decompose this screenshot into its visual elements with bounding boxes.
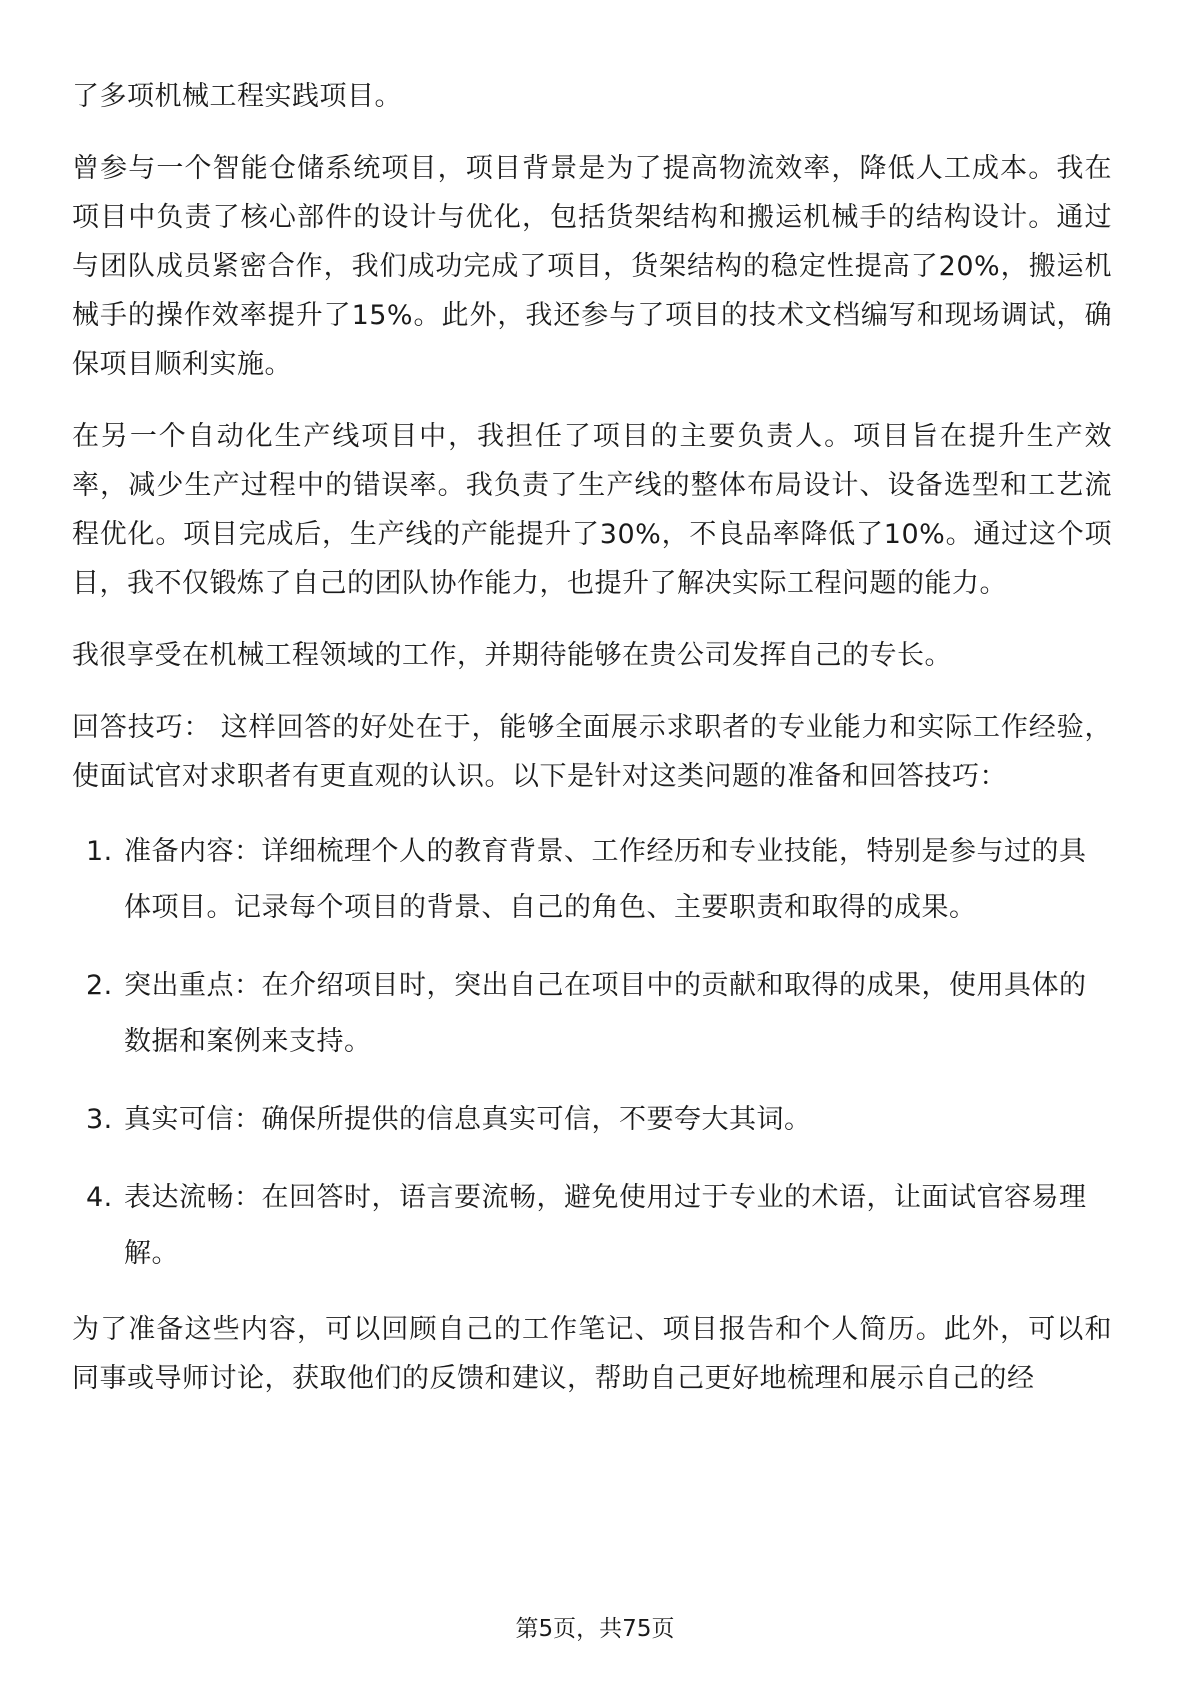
- list-item-number: 3.: [86, 1104, 113, 1135]
- paragraph: 了多项机械工程实践项目。: [72, 81, 402, 112]
- tips-list: [72, 824, 1112, 1282]
- page-content: [72, 72, 1112, 1403]
- paragraph: 在另一个自动化生产线项目中，我担任了项目的主要负责人。项目旨在提升生产效率，减少生产过程中的错误率。我负责了生产线的整体布局设计、设备选型和工艺流程优化。项目完成后，生产线的产能提升了30%，不良品率降低了10%。通过这个项目，我不仅锻炼了自己的团队协作能力，也提升了解决实际工程问题的能力。: [72, 421, 1112, 599]
- list-item-number: 4.: [86, 1182, 113, 1213]
- list-item-text: 突出重点：在介绍项目时，突出自己在项目中的贡献和取得的成果，使用具体的数据和案例来支持。: [124, 970, 1087, 1057]
- list-item-number: 2.: [86, 970, 113, 1001]
- paragraph: 曾参与一个智能仓储系统项目，项目背景是为了提高物流效率，降低人工成本。我在项目中负责了核心部件的设计与优化，包括货架结构和搬运机械手的结构设计。通过与团队成员紧密合作，我们成功完成了项目，货架结构的稳定性提高了20%，搬运机械手的操作效率提升了15%。此外，我还参与了项目的技术文档编写和现场调试，确保项目顺利实施。: [72, 153, 1112, 380]
- paragraph: 我很享受在机械工程领域的工作，并期待能够在贵公司发挥自己的专长。: [72, 640, 952, 671]
- list-item-text: 表达流畅：在回答时，语言要流畅，避免使用过于专业的术语，让面试官容易理解。: [124, 1182, 1087, 1269]
- list-item: [72, 1092, 1112, 1148]
- tips-intro-paragraph: 回答技巧： 这样回答的好处在于，能够全面展示求职者的专业能力和实际工作经验，使面试官对求职者有更直观的认识。以下是针对这类问题的准备和回答技巧：: [72, 712, 1112, 792]
- page-number-footer: 第5页，共75页: [515, 1616, 675, 1642]
- list-item: [72, 958, 1112, 1070]
- list-item-number: 1.: [86, 836, 113, 867]
- list-item-text: 准备内容：详细梳理个人的教育背景、工作经历和专业技能，特别是参与过的具体项目。记录每个项目的背景、自己的角色、主要职责和取得的成果。: [124, 836, 1087, 923]
- paragraph: 为了准备这些内容，可以回顾自己的工作笔记、项目报告和个人简历。此外，可以和同事或导师讨论，获取他们的反馈和建议，帮助自己更好地梳理和展示自己的经: [72, 1314, 1112, 1394]
- list-item-text: 真实可信：确保所提供的信息真实可信，不要夸大其词。: [124, 1104, 812, 1135]
- list-item: [72, 824, 1112, 936]
- list-item: [72, 1170, 1112, 1282]
